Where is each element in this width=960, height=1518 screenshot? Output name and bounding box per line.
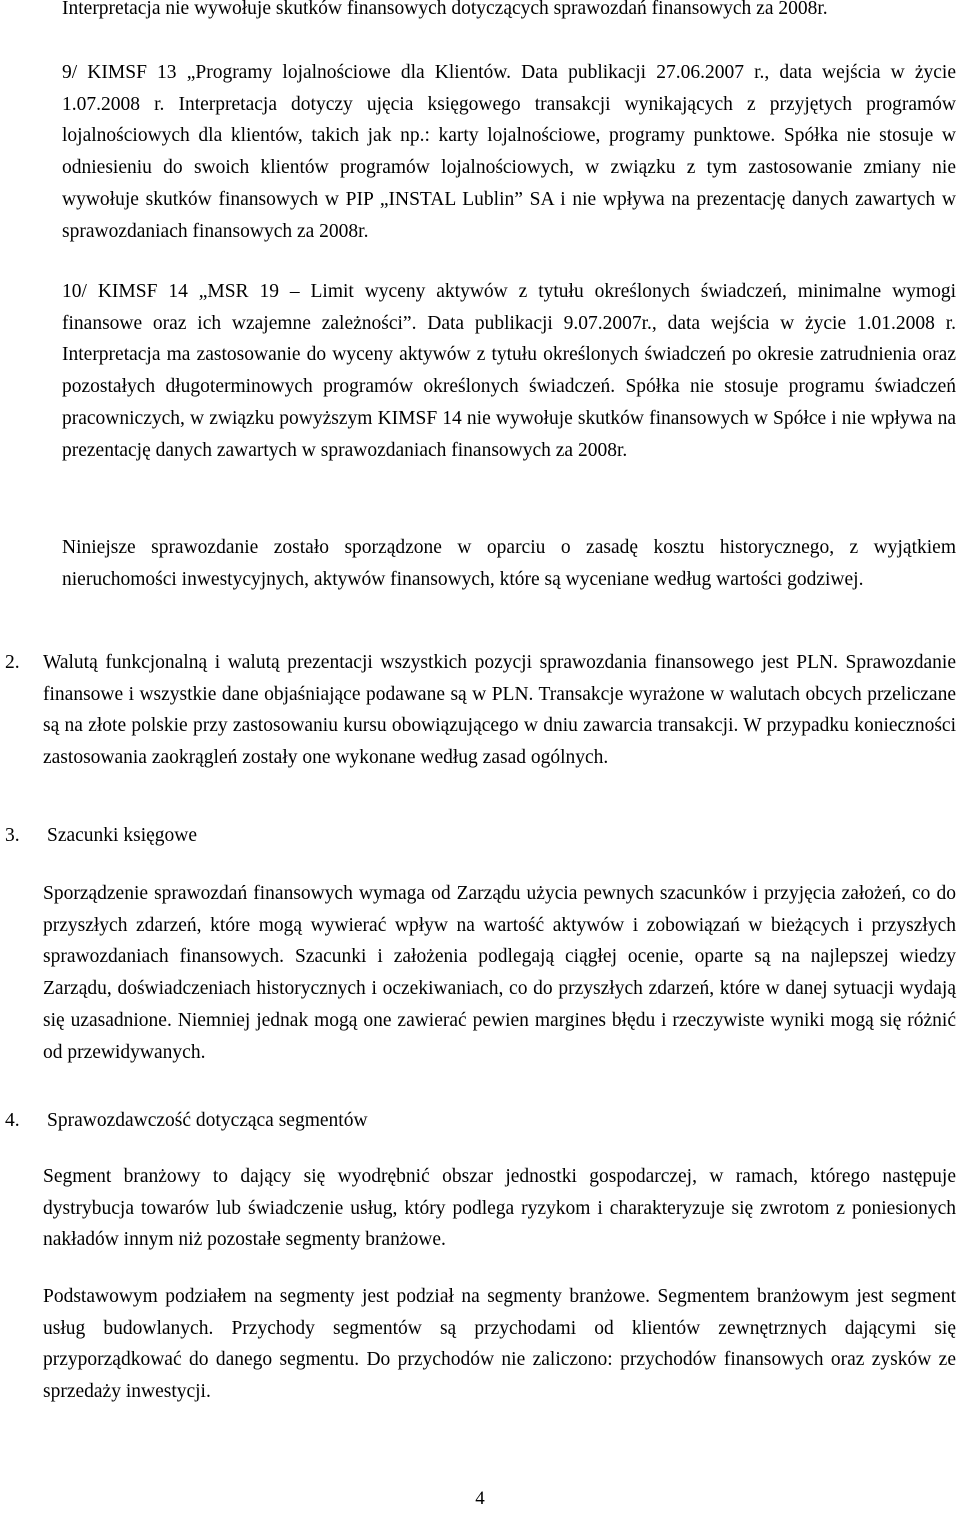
- section-3-number: 3.: [5, 825, 20, 846]
- section-4-paragraph-2: Podstawowym podziałem na segmenty jest podział na segmenty branżowe. Segmentem branżowym jest segment usług budowlanych. Przychody segmentów są przychodami od klientów zewnętrznych dającymi się przyporządkować do danego segmentu. Do przychodów nie zaliczono: przychodów finansowych oraz zysków ze sprzedaży inwestycji.: [43, 1286, 956, 1403]
- kimsf8-closing-paragraph: Interpretacja nie wywołuje skutków finansowych dotyczących sprawozdań finansowych za 2008r.: [62, 0, 828, 19]
- section-4-heading: Sprawozdawczość dotycząca segmentów: [47, 1110, 368, 1131]
- section-3-paragraph: Sporządzenie sprawozdań finansowych wymaga od Zarządu użycia pewnych szacunków i przyjęcia założeń, co do przyszłych zdarzeń, które mogą wywierać wpływ na wartość aktywów i zobowiązań w bieżących i przyszłych sprawozdaniach finansowych. Szacunki i założenia podlegają ciągłej ocenie, oparte są na najlepszej wiedzy Zarządu, doświadczeniach historycznych i oczekiwaniach, co do przyszłych zdarzeń, które w danej sytuacji wydają się uzasadnione. Niemniej jednak mogą one zawierać pewien margines błędu i rzeczywiste wyniki mogą się różnić od przewidywanych.: [43, 883, 956, 1063]
- section-4-paragraph-1: Segment branżowy to dający się wyodrębnić obszar jednostki gospodarczej, w ramach, którego następuje dystrybucja towarów lub świadczenie usług, który podlega ryzykom i charakteryzuje się zwrotom z poniesionych nakładów innym niż pozostałe segmenty branżowe.: [43, 1166, 956, 1251]
- section-2-paragraph: Walutą funkcjonalną i walutą prezentacji wszystkich pozycji sprawozdania finansowego jest PLN. Sprawozdanie finansowe i wszystkie dane objaśniające podawane są w PLN. Transakcje wyrażone w walutach obcych przeliczane są na złote polskie przy zastosowaniu kursu obowiązującego w dniu zawarcia transakcji. W przypadku konieczności zastosowania zaokrągleń zostały one wykonane według zasad ogólnych.: [43, 652, 956, 769]
- kimsf14-paragraph: 10/ KIMSF 14 „MSR 19 – Limit wyceny aktywów z tytułu określonych świadczeń, minimalne wymogi finansowe oraz ich wzajemne zależności”. Data publikacji 9.07.2007r., data wejścia w życie 1.01.2008 r. Interpretacja ma zastosowanie do wyceny aktywów z tytułu określonych świadczeń po okresie zatrudnienia oraz pozostałych długoterminowych programów określonych świadczeń. Spółka nie stosuje programu świadczeń pracowniczych, w związku powyższym KIMSF 14 nie wywołuje skutków finansowych w Spółce i nie wpływa na prezentację danych zawartych w sprawozdaniach finansowych za 2008r.: [62, 281, 956, 461]
- section-4-number: 4.: [5, 1110, 20, 1131]
- section-3-heading: Szacunki księgowe: [47, 825, 198, 846]
- page-number: 4: [475, 1488, 485, 1509]
- kimsf13-paragraph: 9/ KIMSF 13 „Programy lojalnościowe dla Klientów. Data publikacji 27.06.2007 r., data wejścia w życie 1.07.2008 r. Interpretacja dotyczy ujęcia księgowego transakcji wynikających z przyjętych programów lojalnościowych dla klientów, takich jak np.: karty lojalnościowe, programy punktowe. Spółka nie stosuje w odniesieniu do swoich klientów programów lojalnościowych, w związku z tym zastosowanie zmiany nie wywołuje skutków finansowych w PIP „INSTAL Lublin” SA i nie wpływa na prezentację danych zawartych w sprawozdaniach finansowych za 2008r.: [62, 62, 956, 242]
- historical-cost-paragraph: Niniejsze sprawozdanie zostało sporządzone w oparciu o zasadę kosztu historycznego, z wyjątkiem nieruchomości inwestycyjnych, aktywów finansowych, które są wyceniane według wartości godziwej.: [62, 537, 956, 590]
- section-2-number: 2.: [5, 652, 20, 673]
